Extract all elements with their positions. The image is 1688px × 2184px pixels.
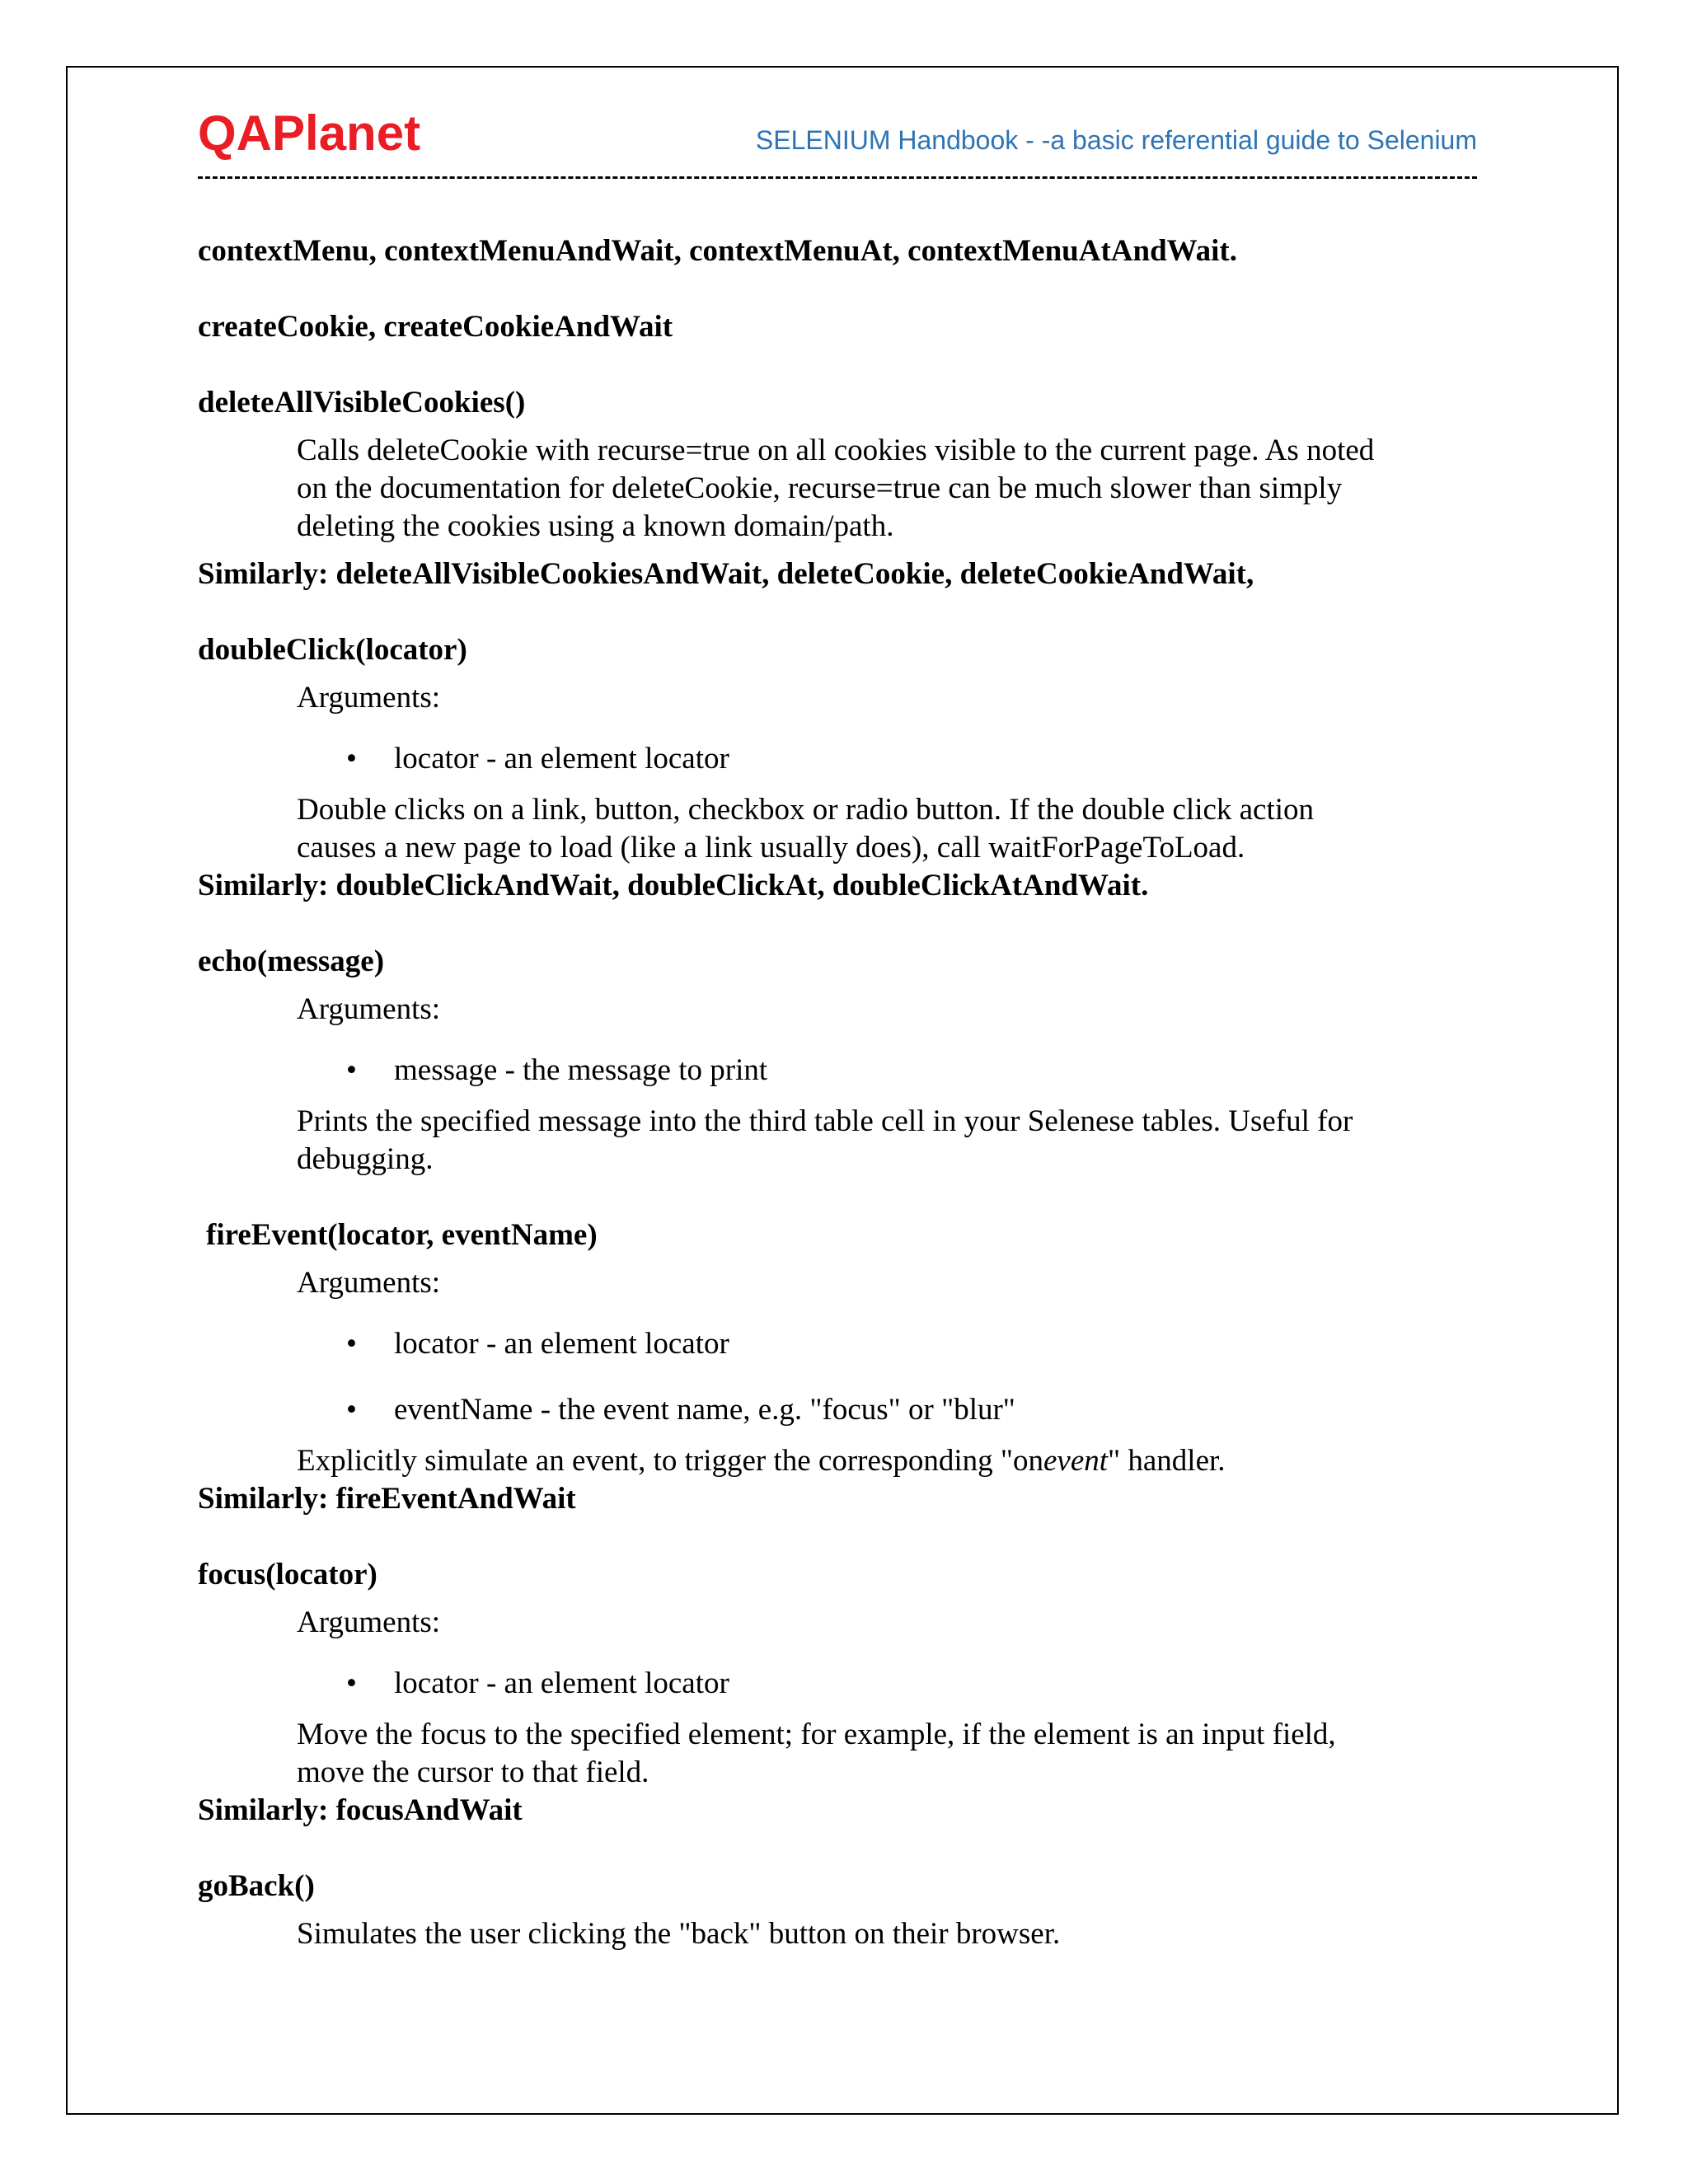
arguments-label: Arguments:	[297, 681, 441, 715]
section-title-focus: focus(locator)	[198, 1558, 377, 1591]
argument-text: eventName - the event name, e.g. "focus" or "blur"	[394, 1393, 1015, 1427]
bullet-icon: •	[346, 1053, 357, 1087]
description-text: " handler.	[1108, 1444, 1226, 1478]
argument-item	[198, 1325, 1484, 1363]
section-description-line: debugging.	[297, 1142, 434, 1176]
similarly-line: Similarly: fireEventAndWait	[198, 1482, 576, 1516]
section-title-go-back: goBack()	[198, 1869, 315, 1903]
header-divider	[198, 176, 1477, 179]
arguments-label: Arguments:	[297, 1266, 441, 1300]
section-title-create-cookie: createCookie, createCookieAndWait	[198, 310, 673, 344]
arguments-label: Arguments:	[297, 992, 441, 1026]
section-description-line: Prints the specified message into the third table cell in your Selenese tables. Useful for	[297, 1104, 1353, 1138]
section-description-line: on the documentation for deleteCookie, recurse=true can be much slower than simply	[297, 471, 1343, 505]
arguments-label: Arguments:	[297, 1605, 441, 1639]
brand-logo-text: QAPlanet	[198, 105, 421, 161]
similarly-line: Similarly: doubleClickAndWait, doubleClickAt, doubleClickAtAndWait.	[198, 869, 1149, 902]
page-header	[198, 99, 1477, 198]
argument-text: locator - an element locator	[394, 742, 729, 776]
argument-item	[198, 1665, 1484, 1703]
section-title-context-menu: contextMenu, contextMenuAndWait, contextMenuAt, contextMenuAtAndWait.	[198, 234, 1237, 268]
argument-text: message - the message to print	[394, 1053, 768, 1087]
bullet-icon: •	[346, 742, 357, 776]
argument-item	[198, 1391, 1484, 1429]
bullet-icon: •	[346, 1327, 357, 1361]
argument-item	[198, 740, 1484, 778]
bullet-icon: •	[346, 1393, 357, 1427]
section-title-fire-event: fireEvent(locator, eventName)	[206, 1218, 598, 1252]
similarly-line: Similarly: deleteAllVisibleCookiesAndWait, deleteCookie, deleteCookieAndWait,	[198, 557, 1254, 591]
argument-item	[198, 1052, 1484, 1090]
section-description-line	[198, 1442, 1484, 1480]
section-title-double-click: doubleClick(locator)	[198, 633, 467, 667]
section-title-delete-all-visible-cookies: deleteAllVisibleCookies()	[198, 386, 526, 419]
section-description-line: causes a new page to load (like a link usually does), call waitForPageToLoad.	[297, 831, 1245, 865]
argument-text: locator - an element locator	[394, 1327, 729, 1361]
bullet-icon: •	[346, 1666, 357, 1700]
section-title-echo: echo(message)	[198, 944, 385, 978]
section-description-line: deleting the cookies using a known domain/path.	[297, 509, 894, 543]
description-emphasis: event	[1043, 1444, 1109, 1478]
description-text: Explicitly simulate an event, to trigger the corresponding "on	[297, 1444, 1043, 1478]
similarly-line: Similarly: focusAndWait	[198, 1793, 523, 1827]
header-subtitle: SELENIUM Handbook - -a basic referential guide to Selenium	[755, 125, 1477, 155]
section-description-line: Double clicks on a link, button, checkbox or radio button. If the double click action	[297, 793, 1315, 827]
section-description-line: move the cursor to that field.	[297, 1755, 649, 1789]
argument-text: locator - an element locator	[394, 1666, 729, 1700]
section-description-line: Simulates the user clicking the "back" button on their browser.	[297, 1917, 1061, 1951]
section-description-line: Calls deleteCookie with recurse=true on all cookies visible to the current page. As noted	[297, 434, 1375, 467]
document-body	[198, 232, 1484, 1953]
section-description-line: Move the focus to the specified element; for example, if the element is an input field,	[297, 1718, 1336, 1751]
